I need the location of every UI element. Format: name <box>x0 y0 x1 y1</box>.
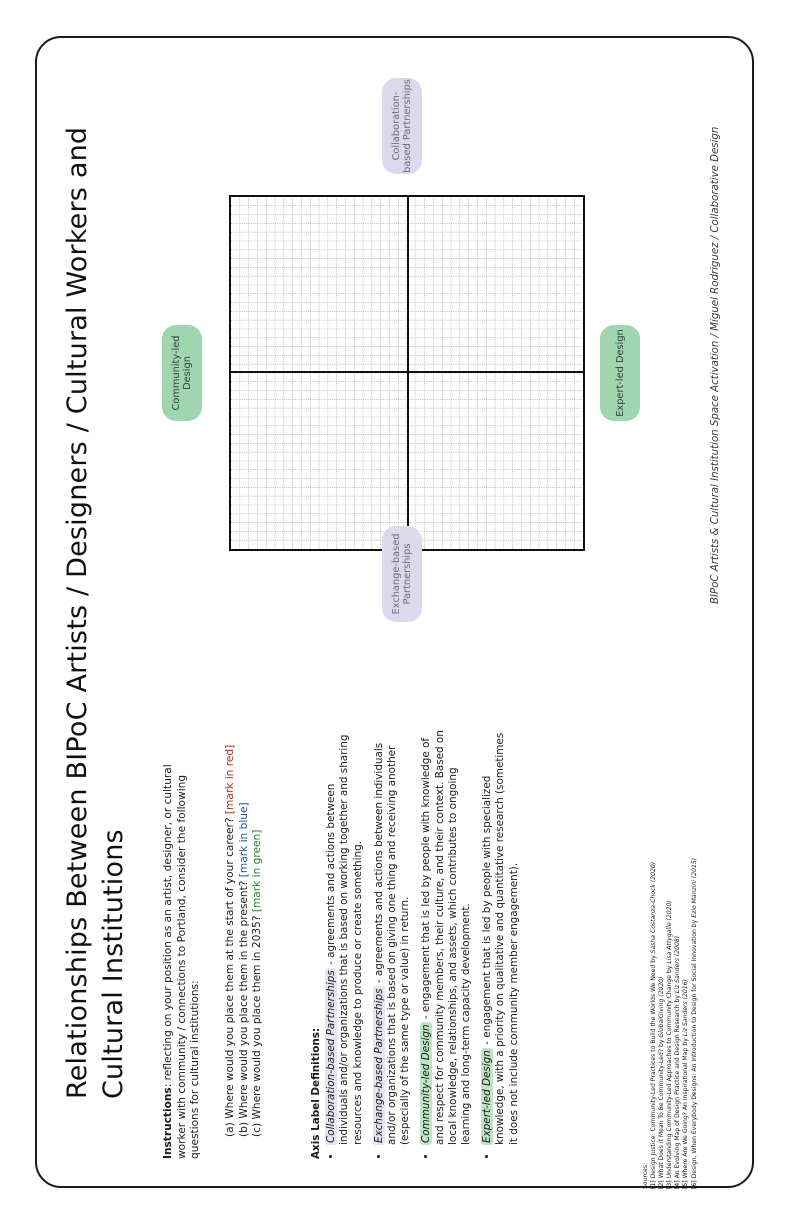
definition-text: - agreements and actions between individuals and/or organizations that is based on working together and sharing resources and knowledge to produce or create something. <box>325 734 364 1145</box>
source-text: [6] Design, When Everybody Designs: An Introduction to Design for Social Innovation by <box>690 917 698 1189</box>
question-c-text: (c) Where would you place them in 2035? <box>251 912 264 1137</box>
source-author: GlobalGiving (2020) <box>658 976 666 1038</box>
quadrant-grid[interactable] <box>229 195 585 551</box>
source-item <box>650 719 658 1189</box>
instructions-text: : reflecting on your position as an artist, designer, or cultural worker with community / connections to Portland, consider the following questions for cultural institutions: <box>162 764 202 1159</box>
definition-community <box>420 729 473 1145</box>
sources-heading: Sources: <box>642 1162 649 1189</box>
instructions <box>162 759 203 1159</box>
footer-credit: BIPoC Artists & Cultural Institution Space Activation / Miguel Rodriguez / Collaborative Design <box>710 126 721 604</box>
definition-text: - engagement that is led by people with specialized knowledge, with a priority on qualitative and quantitative research (sometimes it does not include community member engagement). <box>481 732 520 1145</box>
mark-blue-label: [mark in blue] <box>237 802 250 878</box>
source-text: [1] Design Justice: Community-Led Practices to Build the Worlds We Need by <box>650 953 658 1189</box>
source-author: Ezio Manzini (2015) <box>690 857 698 918</box>
source-text: [4] An Evolving Map of Design Practice and Design Research by <box>674 993 682 1189</box>
question-list <box>224 744 265 1137</box>
mark-red-label: [mark in red] <box>224 744 236 815</box>
definition-text: - engagement that is led by people with knowledge of and respect for community members, their culture, and their context. Based on local knowledge, relationships, and assets, which contributes to ongoing learning and long-term capacity development. <box>420 730 473 1145</box>
question-c <box>251 757 265 1137</box>
term-exchange: Exchange-based Partnerships <box>372 988 385 1143</box>
horizontal-axis-line <box>407 197 409 549</box>
source-author: Liz Sanders (2008) <box>674 935 682 994</box>
source-item <box>666 719 674 1189</box>
axis-label-collaboration-based: Collaboration-based Partnerships <box>382 78 422 174</box>
definition-exchange <box>373 729 413 1145</box>
definition-text: - agreements and actions between individuals and/or organizations that is based on giving one thing and receiving another (especially of the same type or value) in return. <box>372 742 412 1145</box>
term-collaboration: Collaboration-based Partnerships <box>325 970 338 1143</box>
definition-collaboration <box>325 729 365 1145</box>
term-community: Community-led Design <box>420 1024 433 1143</box>
source-text: [5] Where Are We Going? An Inspirational Map by <box>682 1036 690 1189</box>
definition-expert <box>481 729 521 1145</box>
sources <box>642 719 699 1189</box>
axis-definitions-heading: Axis Label Definitions: <box>310 1027 322 1159</box>
axis-label-expert-led: Expert-led Design <box>600 325 640 421</box>
axis-definitions <box>310 729 529 1159</box>
source-author: Sasha Costanza-Chock (2020) <box>650 861 658 954</box>
question-a <box>224 744 238 1137</box>
source-item <box>674 719 682 1189</box>
axis-label-community-led: Community-led Design <box>162 325 202 421</box>
page-title: Relationships Between BIPoC Artists / Designers / Cultural Workers and Cultural Institutions <box>62 126 129 1099</box>
question-b-text: (b) Where would you place them in the present? <box>237 877 250 1137</box>
instructions-label: Instructions <box>162 1087 174 1159</box>
axis-definition-list <box>325 729 521 1159</box>
term-expert: Expert-led Design <box>481 1050 494 1143</box>
source-text: [2] What Does it Mean To Be Community-Led? by <box>658 1037 666 1189</box>
question-b <box>238 757 252 1137</box>
source-author: Liz Sanders (2016) <box>682 979 690 1037</box>
question-a-text: (a) Where would you place them at the start of your career? <box>224 814 236 1137</box>
source-text: [3] Understanding Community-Led Approaches to Community Change by <box>666 963 674 1189</box>
mark-green-label: [mark in green] <box>251 829 264 913</box>
axis-label-exchange-based: Exchange-based Partnerships <box>382 526 422 622</box>
source-item <box>691 719 699 1189</box>
source-author: Lisa Attygalle (2020) <box>666 900 674 964</box>
source-item <box>682 719 690 1189</box>
